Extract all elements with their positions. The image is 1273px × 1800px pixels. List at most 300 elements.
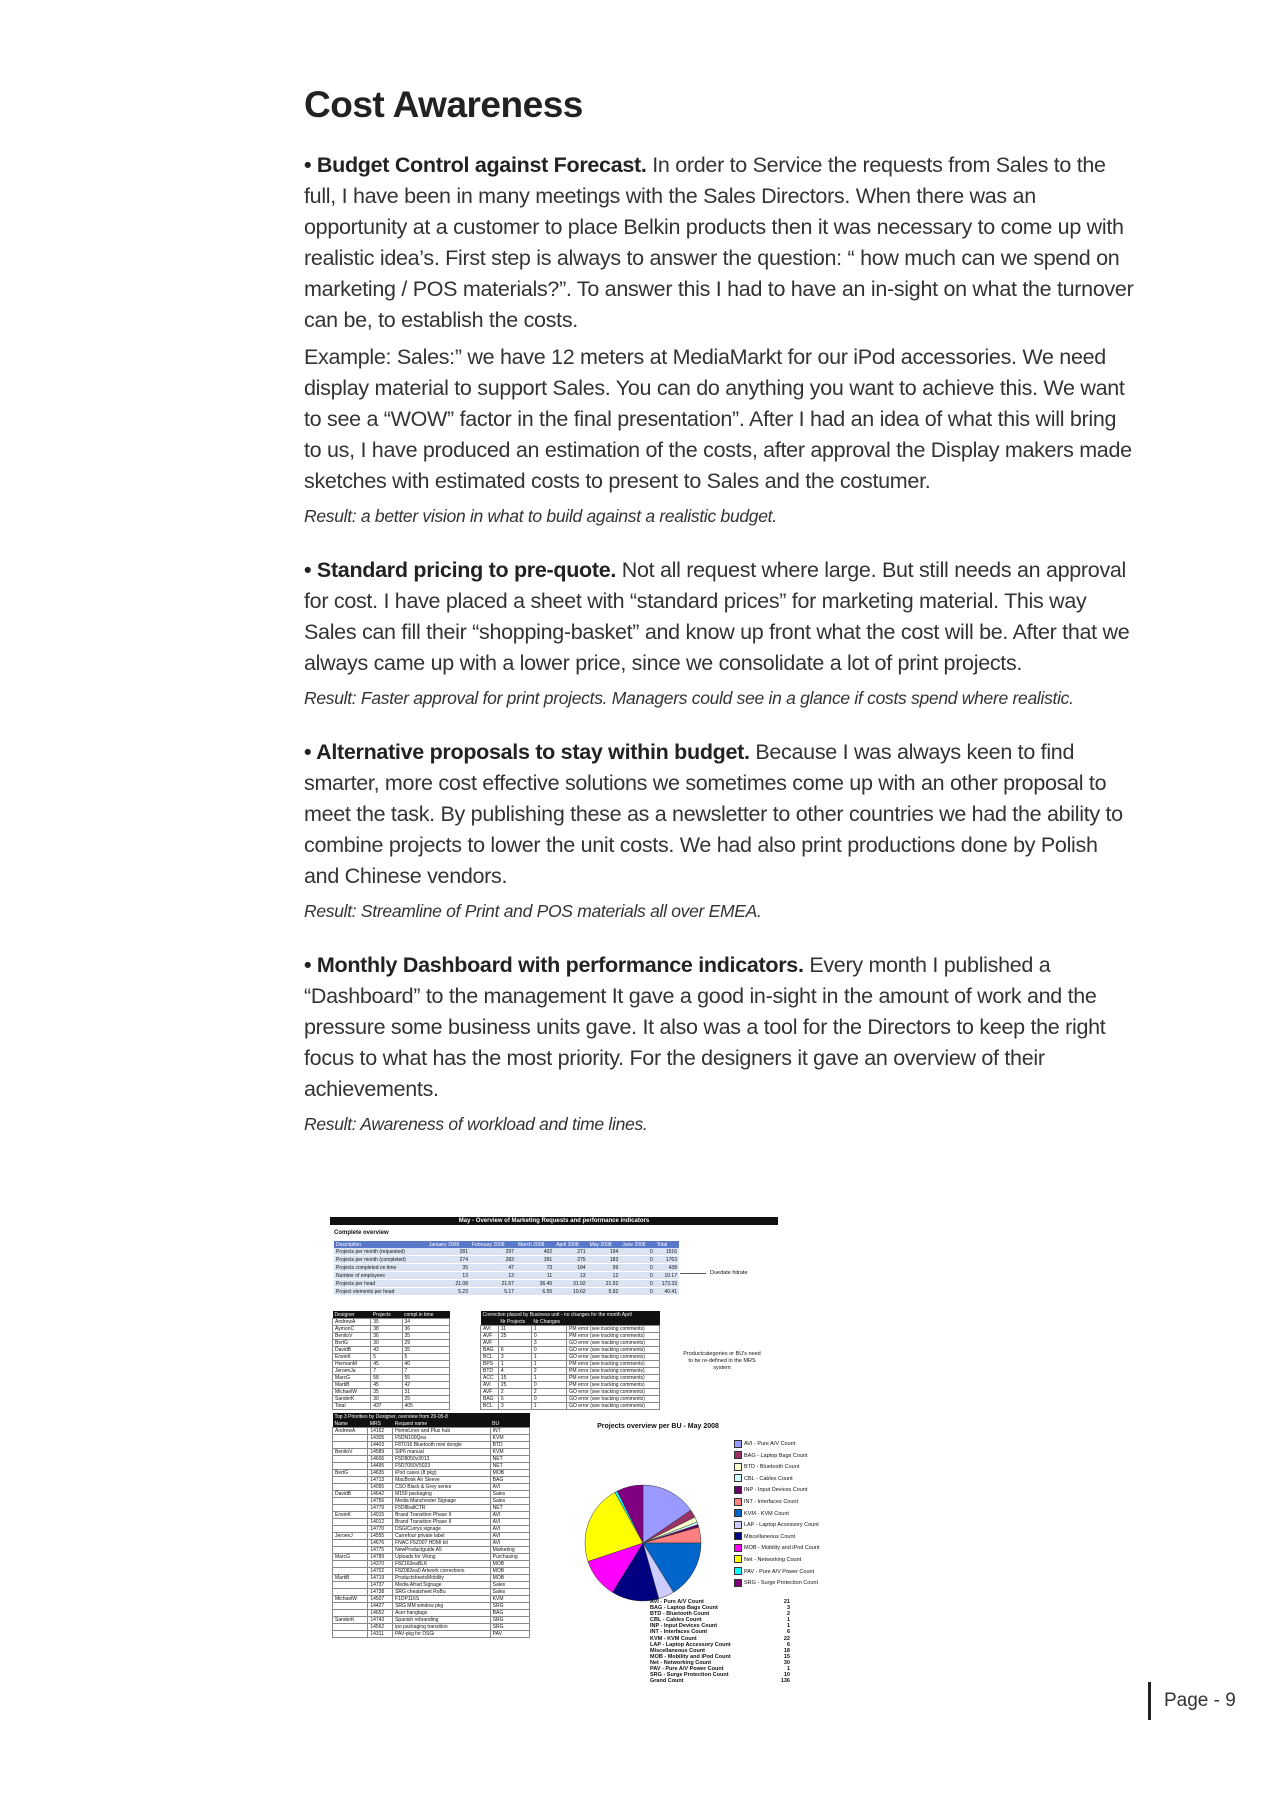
priority-row <box>333 1463 530 1470</box>
table-cell: 25 <box>498 1382 531 1389</box>
table-cell: 0 <box>620 1264 654 1272</box>
table-cell: ErwinK <box>333 1512 368 1519</box>
table-cell: Sales <box>490 1498 529 1505</box>
section-paragraph <box>304 737 1134 892</box>
table-cell: GO error (see tracking comments) <box>567 1354 660 1361</box>
table-cell: 0 <box>531 1347 566 1354</box>
priority-row <box>333 1540 530 1547</box>
table-cell: 437 <box>371 1403 402 1410</box>
legend-entry <box>734 1543 820 1555</box>
legend-swatch <box>734 1498 742 1506</box>
column-header: Nr Changes <box>531 1318 566 1326</box>
legend-swatch <box>734 1440 742 1448</box>
table-cell: 0 <box>620 1256 654 1264</box>
column-header: Name <box>333 1420 368 1428</box>
section-result: Result: Faster approval for print projects. Managers could see in a glance if costs spend where realistic. <box>304 688 1074 708</box>
designer-table <box>332 1311 450 1410</box>
table-cell: 14756 <box>368 1498 393 1505</box>
legend-entry <box>734 1532 820 1544</box>
table-cell: JeroenJ <box>333 1533 368 1540</box>
table-cell: 14606 <box>368 1456 393 1463</box>
table-cell: 13 <box>470 1272 516 1280</box>
count-label: AVI - Pure A/V Count <box>650 1599 704 1605</box>
table-cell: SRG MM window pkg <box>393 1603 491 1610</box>
column-header: compl.in time <box>402 1311 449 1319</box>
legend-swatch <box>734 1544 742 1552</box>
section-result: Result: a better vision in what to build against a realistic budget. <box>304 506 777 526</box>
priority-row <box>333 1568 530 1575</box>
table-cell: 405 <box>402 1403 449 1410</box>
table-cell <box>333 1547 368 1554</box>
table-cell: 38 <box>371 1326 402 1333</box>
table-cell: HomeLiner and Plus hub <box>393 1428 491 1435</box>
table-cell: F1DP116S <box>393 1596 491 1603</box>
table-cell: 14770 <box>368 1526 393 1533</box>
table-cell: F5DN100Qea <box>393 1435 491 1442</box>
table-cell <box>333 1610 368 1617</box>
table-cell: 14311 <box>368 1631 393 1638</box>
table-cell: Marketing <box>490 1547 529 1554</box>
table-cell: AVF <box>481 1340 499 1347</box>
table-cell: 274 <box>427 1256 470 1264</box>
legend-entry <box>734 1462 820 1474</box>
table-cell: SRG cheatsheet RoBu <box>393 1589 491 1596</box>
table-cell <box>333 1631 368 1638</box>
table-cell: DavidB <box>333 1491 368 1498</box>
correction-row <box>481 1333 660 1340</box>
priority-row <box>333 1428 530 1435</box>
correction-row <box>481 1347 660 1354</box>
table-cell: F5D8ballCTR <box>393 1505 491 1512</box>
table-cell: Projects per month (completed) <box>334 1256 427 1264</box>
table-cell: 13 <box>427 1272 470 1280</box>
table-cell: BAG <box>481 1396 499 1403</box>
column-header: Description <box>334 1241 427 1248</box>
count-label: INT - Interfaces Count <box>650 1629 708 1636</box>
table-cell: Projects per head <box>334 1280 427 1288</box>
table-cell: HermanM <box>333 1361 371 1368</box>
table-cell: Number of employees <box>334 1272 427 1280</box>
table-cell: 0 <box>620 1280 654 1288</box>
table-cell: 183 <box>588 1256 621 1264</box>
table-cell: 21.92 <box>588 1280 621 1288</box>
column-header <box>567 1318 660 1326</box>
table-cell: Acer hangtags <box>393 1610 491 1617</box>
table-cell: 3 <box>531 1340 566 1347</box>
legend-swatch <box>734 1555 742 1563</box>
correction-table <box>480 1311 660 1410</box>
table-cell: MartiB <box>333 1382 371 1389</box>
dashboard-title: May - Overview of Marketing Requests and performance indicators <box>330 1217 778 1225</box>
table-cell: 402 <box>516 1248 554 1256</box>
table-cell: SRG <box>490 1603 529 1610</box>
designer-row <box>333 1361 450 1368</box>
table-cell: 0 <box>531 1396 566 1403</box>
table-cell: 297 <box>470 1248 516 1256</box>
designer-row <box>333 1382 450 1389</box>
table-cell: 6.55 <box>516 1288 554 1296</box>
table-cell: NewProductguide A5 <box>393 1547 491 1554</box>
table-cell: 14676 <box>368 1540 393 1547</box>
table-cell: 194 <box>588 1248 621 1256</box>
overview-row <box>334 1272 679 1280</box>
table-cell: SIP6 manual <box>393 1449 491 1456</box>
legend-label: MOB - Mobility and iPod Count <box>744 1545 820 1552</box>
table-header-row <box>333 1311 450 1319</box>
correction-row <box>481 1382 660 1389</box>
table-cell: BCL <box>481 1354 499 1361</box>
table-cell: PM error (see tracking comments) <box>567 1368 660 1375</box>
legend-entry <box>734 1485 820 1497</box>
table-header-row <box>334 1241 679 1248</box>
overview-row <box>334 1264 679 1272</box>
table-cell: ACC <box>481 1375 499 1382</box>
section-example: Example: Sales:” we have 12 meters at MediaMarkt for our iPod accessories. We need display material to support Sales. You can do anything you want to achieve this. We want to see a “WOW” factor in the final presentation”. After I had an idea of what this will bring to us, I have produced an estimation of the costs, after approval the Display makers made sketches with estimated costs to present to Sales and the costumer. <box>304 345 1132 493</box>
dashboard-subtitle: Complete overview <box>334 1230 389 1236</box>
count-total-row <box>650 1678 790 1684</box>
content <box>304 150 1134 1163</box>
legend-entry <box>734 1497 820 1509</box>
table-cell: Media Afrad Signage <box>393 1582 491 1589</box>
overview-table <box>334 1241 679 1296</box>
correction-row <box>481 1389 660 1396</box>
table-cell: 6 <box>498 1347 531 1354</box>
table-cell: 14775 <box>368 1547 393 1554</box>
table-cell: MOB <box>490 1561 529 1568</box>
priority-row <box>333 1470 530 1477</box>
priority-row <box>333 1554 530 1561</box>
table-cell <box>333 1442 368 1449</box>
legend-label: AVI - Pure A/V Count <box>744 1441 796 1447</box>
table-cell: BTD <box>481 1368 499 1375</box>
table-cell: BenitoV <box>333 1449 368 1456</box>
table-cell: 14779 <box>368 1505 393 1512</box>
table-cell: 11 <box>498 1326 531 1333</box>
table-cell: MartiB <box>333 1575 368 1582</box>
section-lead: • Alternative proposals to stay within budget. <box>304 740 750 764</box>
overview-row <box>334 1288 679 1296</box>
table-cell: 5.17 <box>470 1288 516 1296</box>
table-cell: AVI <box>490 1533 529 1540</box>
legend-swatch <box>734 1509 742 1517</box>
legend-swatch <box>734 1463 742 1471</box>
column-header: April 2008 <box>554 1241 587 1248</box>
column-header: MRS <box>368 1420 393 1428</box>
table-cell: 3 <box>498 1354 531 1361</box>
table-cell: BAG <box>490 1610 529 1617</box>
table-cell: 31.92 <box>554 1280 587 1288</box>
table-cell: 45 <box>371 1361 402 1368</box>
table-cell: 14015 <box>368 1512 393 1519</box>
table-cell: 1 <box>531 1354 566 1361</box>
designer-row <box>333 1326 450 1333</box>
count-value: 10 <box>783 1672 790 1679</box>
table-cell <box>498 1340 531 1347</box>
table-cell: AVI <box>490 1512 529 1519</box>
table-cell: 1 <box>531 1361 566 1368</box>
legend-label: Miscellaneous Count <box>744 1533 796 1540</box>
table-cell: DavidB <box>333 1347 371 1354</box>
table-cell: AVI <box>481 1382 499 1389</box>
table-cell: 45 <box>371 1382 402 1389</box>
table-cell: 47 <box>470 1264 516 1272</box>
table-cell: 7 <box>371 1368 402 1375</box>
table-cell: Brand Transition Phase II <box>393 1519 491 1526</box>
legend-swatch <box>734 1486 742 1494</box>
bu-note: Productcategories or BU's need to be re-defined in the MRS system <box>683 1351 761 1371</box>
priority-row <box>333 1435 530 1442</box>
table-cell: KVM <box>490 1449 529 1456</box>
table-cell: 11 <box>516 1272 554 1280</box>
priority-row <box>333 1505 530 1512</box>
table-cell: 14635 <box>368 1470 393 1477</box>
count-value: 3 <box>786 1605 790 1612</box>
table-cell: MarcG <box>333 1554 368 1561</box>
table-cell: PM error (see tracking comments) <box>567 1326 660 1333</box>
table-cell <box>333 1568 368 1575</box>
table-cell: 14495 <box>368 1463 393 1470</box>
table-cell: INT <box>490 1428 529 1435</box>
table-cell: SanderK <box>333 1396 371 1403</box>
table-cell: 30 <box>371 1396 402 1403</box>
table-cell: 10.62 <box>554 1288 587 1296</box>
section-body: Because I was always keen to find smarter, more cost effective solutions we sometimes come up with an other proposal to meet the task. By publishing these as a newsletter to other countries we had the ability to combine projects to lower the unit costs. We had also print productions done by Polish and Chinese vendors. <box>304 740 1123 888</box>
table-cell: MOB <box>490 1575 529 1582</box>
table-cell: 15 <box>498 1375 531 1382</box>
correction-row <box>481 1403 660 1410</box>
table-cell: ProductsheetsMobility <box>393 1575 491 1582</box>
designer-row <box>333 1333 450 1340</box>
count-label: INP - Input Devices Count <box>650 1623 718 1630</box>
table-cell: SanderK <box>333 1617 368 1624</box>
priority-row <box>333 1533 530 1540</box>
legend-label: CBL - Cables Count <box>744 1475 793 1482</box>
table-cell: 281 <box>427 1248 470 1256</box>
designer-row <box>333 1396 450 1403</box>
count-value: 2 <box>786 1611 790 1618</box>
table-cell: F8Z163eaBLK <box>393 1561 491 1568</box>
section-monthly-dashboard <box>304 950 1134 1137</box>
table-cell: 35 <box>402 1347 449 1354</box>
count-label: BAG - Laptop Bags Count <box>650 1605 718 1612</box>
designer-row <box>333 1354 450 1361</box>
legend-label: LAP - Laptop Accessory Count <box>744 1522 819 1529</box>
table-cell: KVM <box>490 1596 529 1603</box>
table-cell: 14702 <box>368 1568 393 1575</box>
table-cell: 5.23 <box>427 1288 470 1296</box>
column-header: June 2008 <box>620 1241 654 1248</box>
table-cell: 2 <box>531 1368 566 1375</box>
table-cell: 4 <box>498 1368 531 1375</box>
section-result: Result: Awareness of workload and time lines. <box>304 1114 648 1134</box>
table-cell: 438 <box>655 1264 679 1272</box>
table-cell: Project elements per head <box>334 1288 427 1296</box>
table-cell: AVI <box>490 1484 529 1491</box>
table-cell: 5 <box>371 1354 402 1361</box>
column-header: January 2008 <box>427 1241 470 1248</box>
table-cell: 14719 <box>368 1575 393 1582</box>
table-cell <box>333 1624 368 1631</box>
table-cell: 36 <box>402 1326 449 1333</box>
table-cell: BenitoV <box>333 1333 371 1340</box>
table-cell: 12 <box>588 1272 621 1280</box>
legend-label: KVM - KVM Count <box>744 1510 789 1517</box>
table-cell <box>333 1582 368 1589</box>
table-cell: 271 <box>554 1248 587 1256</box>
table-cell: AVI <box>490 1519 529 1526</box>
column-header: Designer <box>333 1311 371 1319</box>
priority-row <box>333 1631 530 1638</box>
section-alternative-proposals <box>304 737 1134 924</box>
table-cell: F8Z082ea0 Artwork corrections <box>393 1568 491 1575</box>
table-cell: NET <box>490 1505 529 1512</box>
table-cell: 1 <box>531 1403 566 1410</box>
table-cell: 14055 <box>368 1484 393 1491</box>
legend-swatch <box>734 1579 742 1587</box>
table-cell: M150 packaging <box>393 1491 491 1498</box>
table-cell: BAG <box>481 1347 499 1354</box>
legend-label: INT - Interfaces Count <box>744 1498 799 1505</box>
table-cell: Spanish rebranding <box>393 1617 491 1624</box>
table-cell: 40 <box>402 1361 449 1368</box>
section-result: Result: Streamline of Print and POS materials all over EMEA. <box>304 901 762 921</box>
section-lead: • Standard pricing to pre-quote. <box>304 558 617 582</box>
priority-row <box>333 1449 530 1456</box>
table-cell: 35 <box>402 1333 449 1340</box>
table-cell: AVI <box>490 1526 529 1533</box>
table-cell: 14743 <box>368 1617 393 1624</box>
table-cell: iPod cases (8 pkg) <box>393 1470 491 1477</box>
priority-row <box>333 1519 530 1526</box>
legend-swatch <box>734 1521 742 1529</box>
count-value: 1 <box>786 1617 790 1624</box>
table-cell: MOB <box>490 1568 529 1575</box>
table-cell: 14562 <box>368 1624 393 1631</box>
count-total-label: Grand Count <box>650 1678 684 1685</box>
designer-row <box>333 1368 450 1375</box>
column-header: Correction placed by Business unit - no changes for the month April <box>481 1311 660 1318</box>
table-cell: 42 <box>402 1382 449 1389</box>
table-cell: GO error (see tracking comments) <box>567 1396 660 1403</box>
table-cell: BCL <box>481 1403 499 1410</box>
table-cell: 14652 <box>368 1610 393 1617</box>
table-cell: ipo packaging transition <box>393 1624 491 1631</box>
table-cell: BAG <box>490 1477 529 1484</box>
table-cell: 14403 <box>368 1442 393 1449</box>
designer-row <box>333 1340 450 1347</box>
table-cell: AymonC <box>333 1326 371 1333</box>
table-cell: 25 <box>402 1396 449 1403</box>
table-cell: AVI <box>490 1540 529 1547</box>
table-cell: NET <box>490 1456 529 1463</box>
table-title-row <box>333 1413 530 1420</box>
priority-row <box>333 1547 530 1554</box>
table-cell: Sales <box>490 1491 529 1498</box>
table-subheader-row <box>481 1318 660 1326</box>
table-cell: MOB <box>490 1470 529 1477</box>
table-cell <box>333 1484 368 1491</box>
table-cell: SRG <box>490 1624 529 1631</box>
section-lead: • Monthly Dashboard with performance indicators. <box>304 953 804 977</box>
count-value: 22 <box>783 1635 790 1642</box>
section-body: Every month I published a “Dashboard” to the management It gave a good in-sight in the amount of work and the pressure some business units gave. It also was a tool for the Directors to keep the right focus to what has the most priority. For the designers it gave an overview of their achievements. <box>304 953 1106 1101</box>
page-number: Page - 9 <box>1164 1690 1236 1711</box>
table-cell: GO error (see tracking comments) <box>567 1347 660 1354</box>
count-value: 18 <box>783 1647 790 1654</box>
priority-row <box>333 1498 530 1505</box>
legend-entry <box>734 1439 820 1451</box>
priority-row <box>333 1603 530 1610</box>
table-cell: 14370 <box>368 1561 393 1568</box>
priority-row <box>333 1575 530 1582</box>
duedate-note: Duedate hitrate <box>710 1270 748 1276</box>
designer-row <box>333 1319 450 1326</box>
table-cell: 14012 <box>368 1519 393 1526</box>
designer-row <box>333 1389 450 1396</box>
table-cell: 5 <box>402 1354 449 1361</box>
table-cell: GO error (see tracking comments) <box>567 1389 660 1396</box>
column-header: Total <box>655 1241 679 1248</box>
priority-row <box>333 1610 530 1617</box>
table-cell: 7 <box>402 1368 449 1375</box>
correction-row <box>481 1368 660 1375</box>
priority-row <box>333 1512 530 1519</box>
pie-legend <box>734 1439 820 1590</box>
table-cell: 31 <box>402 1389 449 1396</box>
count-label: Net - Networking Count <box>650 1659 712 1666</box>
table-cell: CSO Black & Grey series <box>393 1484 491 1491</box>
table-cell: MarcG <box>333 1375 371 1382</box>
table-cell <box>333 1498 368 1505</box>
count-label: Miscellaneous Count <box>650 1647 706 1654</box>
table-cell <box>333 1477 368 1484</box>
section-body: Not all request where large. But still needs an approval for cost. I have placed a sheet with “standard prices” for marketing material. This way Sales can fill their “shopping-basket” and know up front what the cost will be. After that we always came up with a lower price, since we consolidate a lot of print projects. <box>304 558 1130 675</box>
table-cell: 35 <box>371 1389 402 1396</box>
dashboard-image <box>330 1217 860 1707</box>
legend-label: Net - Networking Count <box>744 1556 802 1563</box>
table-cell: ErwinK <box>333 1354 371 1361</box>
table-cell: BertG <box>333 1340 371 1347</box>
table-cell: 14427 <box>368 1603 393 1610</box>
priority-row <box>333 1617 530 1624</box>
table-cell: 173.33 <box>655 1280 679 1288</box>
page-title: Cost Awareness <box>304 84 583 125</box>
column-header: Request name <box>393 1420 491 1428</box>
table-cell: PM error (see tracking comments) <box>567 1382 660 1389</box>
table-cell: MichaelW <box>333 1389 371 1396</box>
table-cell: 14162 <box>368 1428 393 1435</box>
count-label: SRG - Surge Protection Count <box>650 1672 729 1679</box>
table-cell: 283 <box>470 1256 516 1264</box>
count-value: 6 <box>786 1629 790 1636</box>
designer-row <box>333 1403 450 1410</box>
legend-entry <box>734 1474 820 1486</box>
table-cell: 21.08 <box>427 1280 470 1288</box>
legend-entry <box>734 1451 820 1463</box>
table-cell: Uploads for Viking <box>393 1554 491 1561</box>
table-cell: 14642 <box>368 1491 393 1498</box>
legend-swatch <box>734 1474 742 1482</box>
priority-row <box>333 1589 530 1596</box>
legend-label: PAV - Pure A/V Power Count <box>744 1568 815 1575</box>
count-label: LAP - Laptop Accessory Count <box>650 1641 731 1648</box>
priority-row <box>333 1582 530 1589</box>
count-label: KVM - KVM Count <box>650 1635 697 1642</box>
table-cell: 1763 <box>655 1256 679 1264</box>
table-cell: 1 <box>498 1361 531 1368</box>
legend-entry <box>734 1567 820 1579</box>
table-cell: 14507 <box>368 1596 393 1603</box>
